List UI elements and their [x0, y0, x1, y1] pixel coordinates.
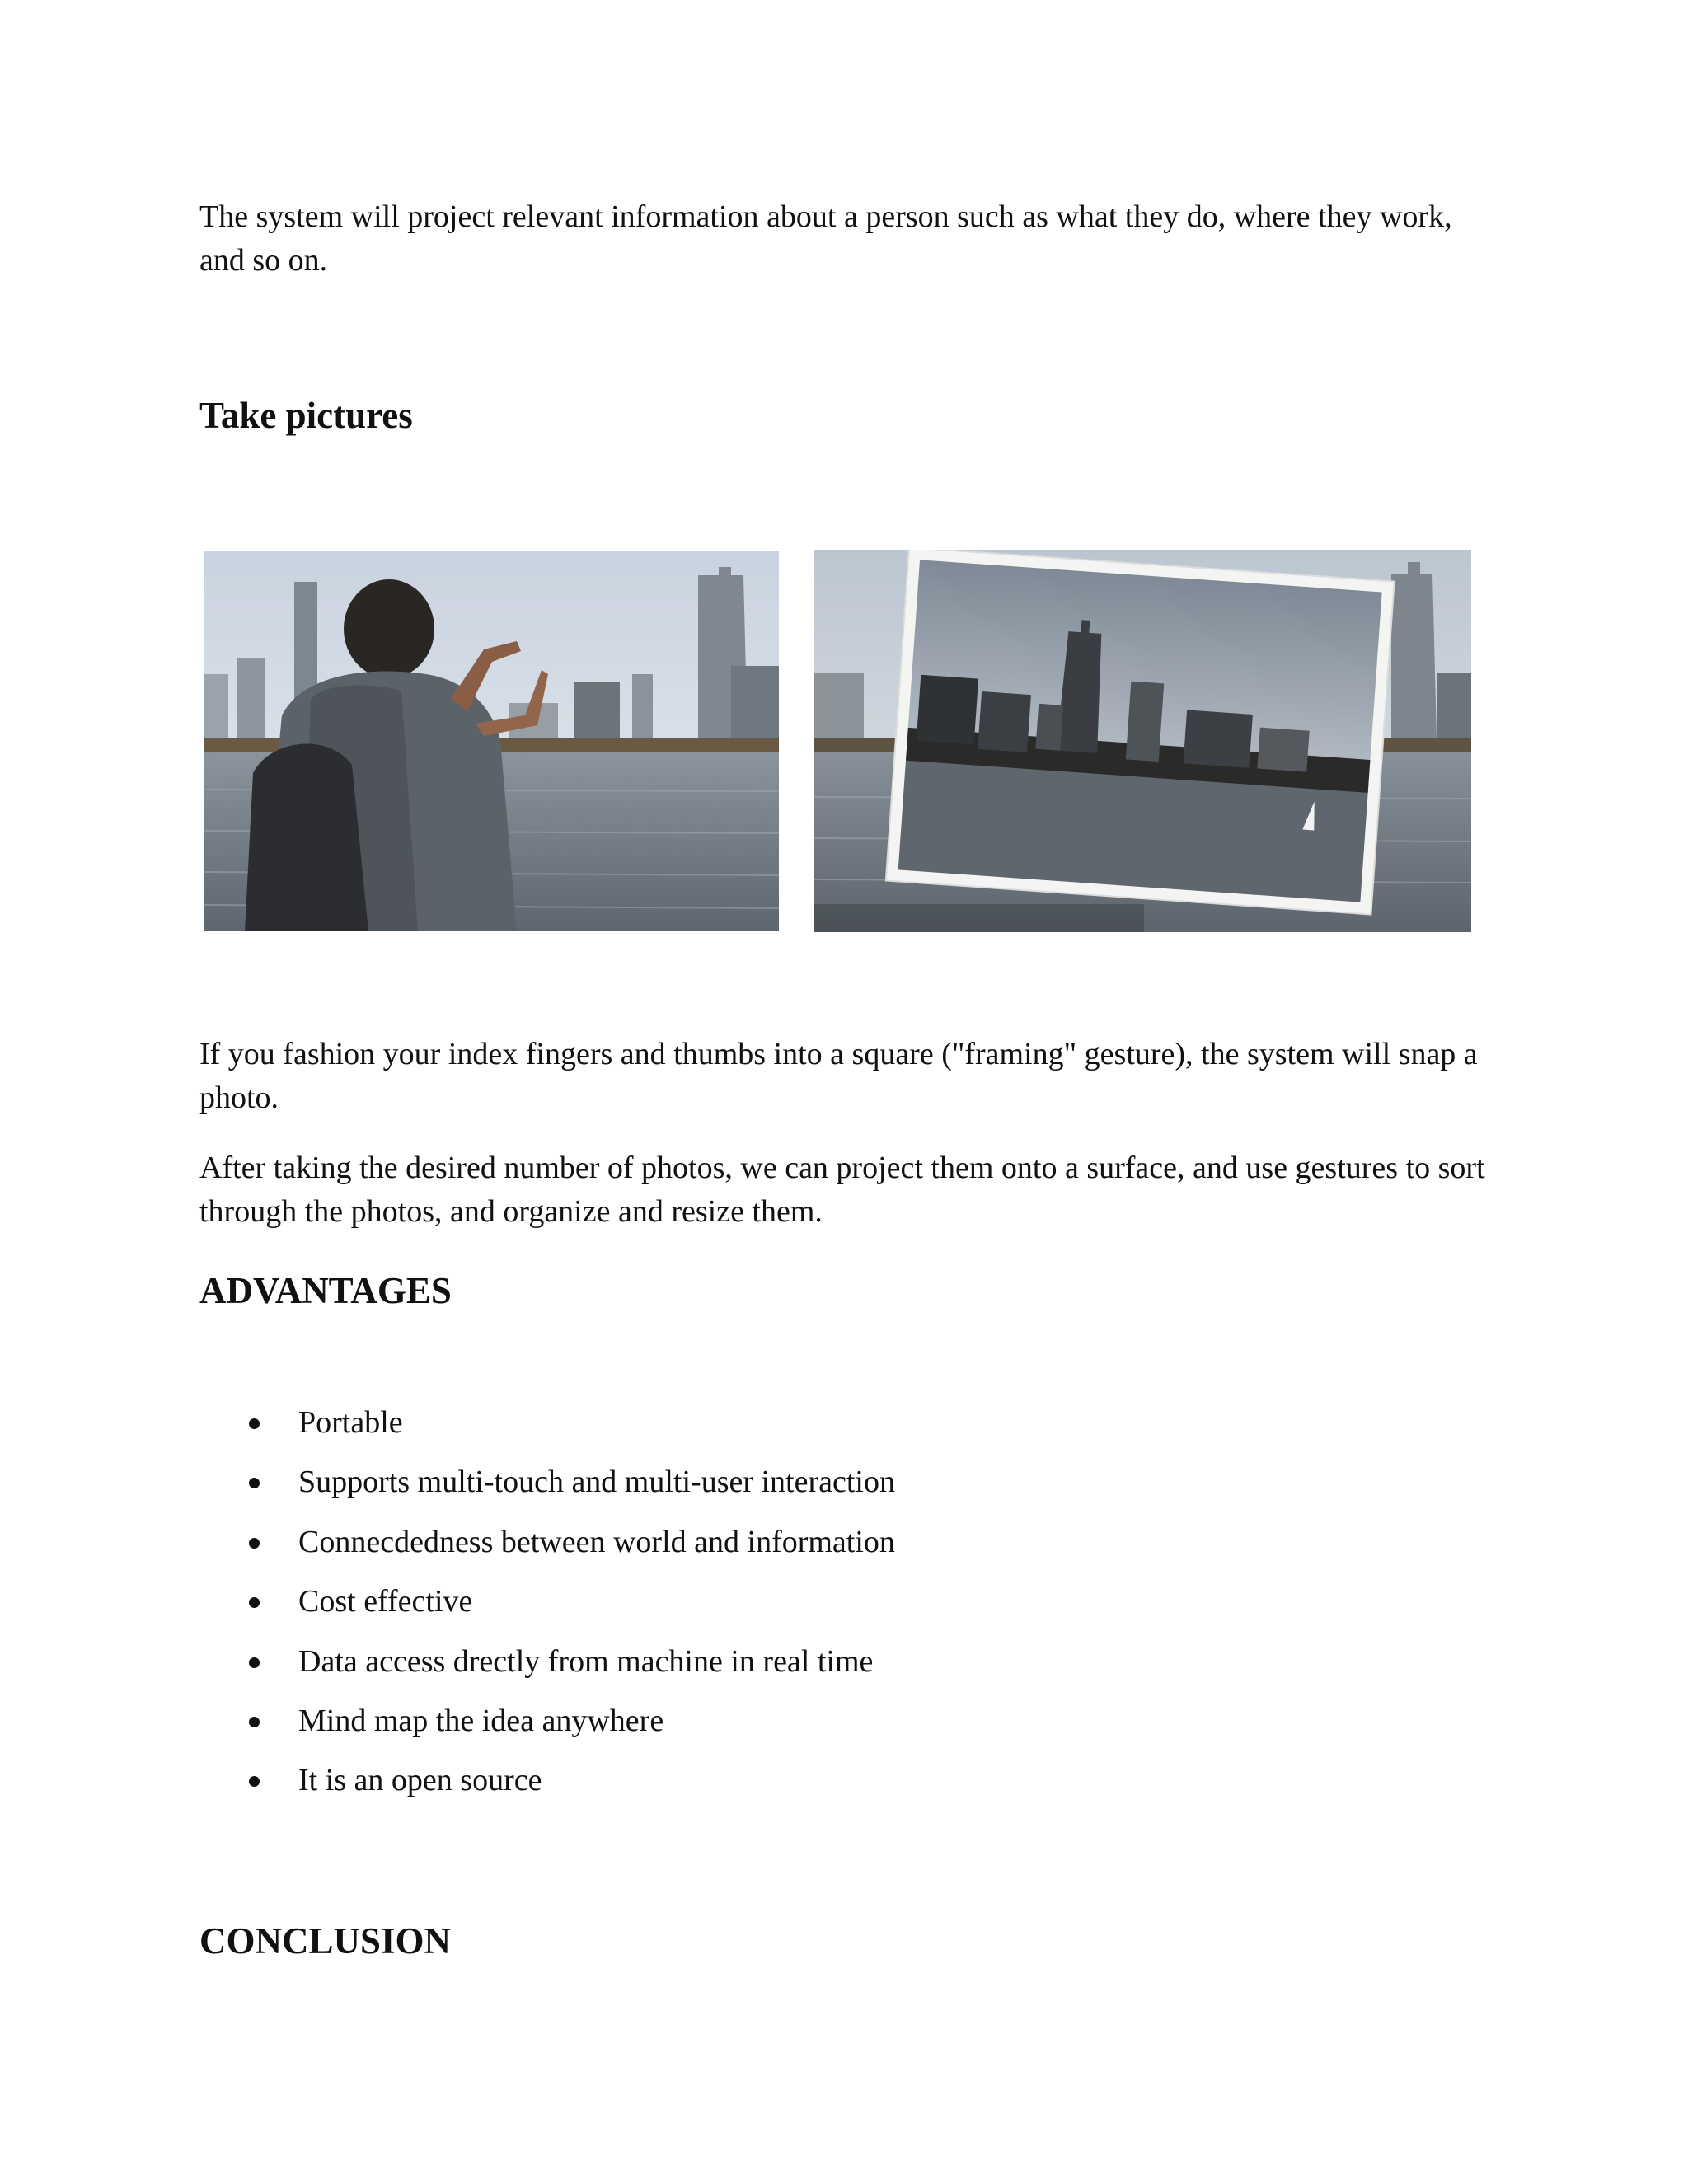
advantage-text: Portable	[298, 1405, 403, 1440]
framing-paragraph: If you fashion your index fingers and thumbs into a square ("framing" gesture), the system will snap a photo.	[199, 1037, 1478, 1115]
bullet-icon	[249, 1776, 260, 1787]
list-item	[199, 1401, 895, 1460]
advantage-text: It is an open source	[298, 1763, 542, 1798]
bullet-icon	[249, 1538, 260, 1549]
bullet-icon	[249, 1717, 260, 1727]
framing-gesture-photo	[204, 551, 779, 931]
projected-photo	[814, 550, 1471, 932]
list-item	[199, 1699, 895, 1759]
list-item	[199, 1640, 895, 1699]
advantages-heading: ADVANTAGES	[199, 1270, 452, 1311]
advantage-text: Cost effective	[298, 1584, 473, 1619]
bullet-icon	[249, 1597, 260, 1608]
take-pictures-heading: Take pictures	[199, 395, 413, 436]
list-item	[199, 1521, 895, 1580]
list-item	[199, 1580, 895, 1639]
advantage-text: Connecdedness between world and information	[298, 1524, 895, 1559]
after-photos-paragraph: After taking the desired number of photos, we can project them onto a surface, and use gestures to sort through the photos, and organize and resize them.	[199, 1151, 1485, 1229]
advantages-list	[199, 1401, 895, 1819]
conclusion-heading: CONCLUSION	[199, 1920, 452, 1961]
list-item	[199, 1759, 895, 1818]
list-item	[199, 1460, 895, 1520]
bullet-icon	[249, 1657, 260, 1668]
bullet-icon	[249, 1418, 260, 1429]
advantage-text: Mind map the idea anywhere	[298, 1703, 664, 1738]
advantage-text: Supports multi-touch and multi-user interaction	[298, 1465, 895, 1500]
bullet-icon	[249, 1478, 260, 1488]
advantage-text: Data access drectly from machine in real time	[298, 1643, 874, 1679]
intro-paragraph: The system will project relevant information about a person such as what they do, where they work, and so on.	[199, 199, 1452, 278]
